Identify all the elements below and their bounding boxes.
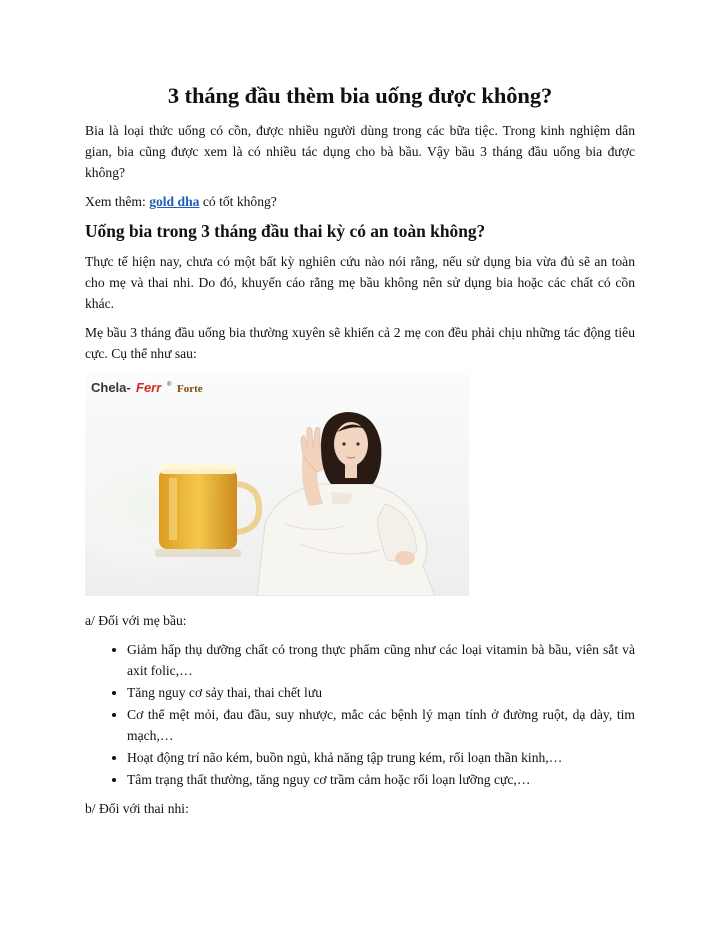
mother-effects-heading: a/ Đối với mẹ bầu: — [85, 612, 187, 628]
page-title: 3 tháng đầu thèm bia uống được không? — [167, 83, 553, 108]
chela-ferr-logo — [91, 380, 203, 395]
fetus-effects-heading: b/ Đối với thai nhi: — [85, 800, 189, 816]
logo-brand-text: Ferr — [136, 379, 162, 395]
list-item: • Tăng nguy cơ sảy thai, thai chết lưu — [127, 682, 635, 703]
gold-dha-link[interactable]: gold dha — [149, 194, 200, 210]
list-item: • Cơ thể mệt mỏi, đau đầu, suy nhược, mắc các bệnh lý mạn tính ở đường ruột, dạ dày, tim mạch,… — [127, 704, 635, 746]
see-also-prefix: Xem thêm: — [85, 194, 150, 210]
see-also-suffix: có tốt không? — [199, 194, 277, 210]
safety-paragraph: Thực tế hiện nay, chưa có một bất kỳ nghiên cứu nào nói rằng, nếu sử dụng bia vừa đủ sẽ an toàn cho mẹ và thai nhi. Do đó, khuyến cáo rằng mẹ bầu không nên sử dụng bia hoặc các chất có cồn khác. — [85, 253, 635, 311]
article — [85, 82, 635, 827]
effects-intro-paragraph: Mẹ bầu 3 tháng đầu uống bia thường xuyên sẽ khiến cả 2 mẹ con đều phải chịu những tác động tiêu cực. Cụ thể như sau: — [85, 324, 635, 361]
list-item: • Hoạt động trí não kém, buồn ngủ, khả năng tập trung kém, rối loạn thần kinh,… — [127, 747, 635, 768]
see-also-line — [85, 191, 635, 212]
pregnant-woman-refusing-beer-image — [85, 374, 469, 596]
logo-registered-text: ® — [167, 381, 172, 388]
logo-sub-text: Forte — [177, 382, 203, 395]
section-heading: Uống bia trong 3 tháng đầu thai kỳ có an toàn không? — [85, 221, 486, 242]
logo-main-text: Chela- — [91, 379, 131, 395]
list-item: • Giảm hấp thụ dưỡng chất có trong thực phẩm cũng như các loại vitamin bà bầu, viên sắt và axit folic,… — [127, 639, 635, 681]
mother-effects-list — [85, 639, 635, 790]
list-item: • Tâm trạng thất thường, tăng nguy cơ trầm cảm hoặc rối loạn lưỡng cực,… — [127, 769, 635, 790]
intro-paragraph: Bia là loại thức uống có cồn, được nhiều người dùng trong các bữa tiệc. Trong kinh nghiệm dân gian, bia cũng được xem là có nhiều tác dụng cho bà bầu. Vậy bầu 3 tháng đầu uống bia được không? — [85, 123, 635, 181]
